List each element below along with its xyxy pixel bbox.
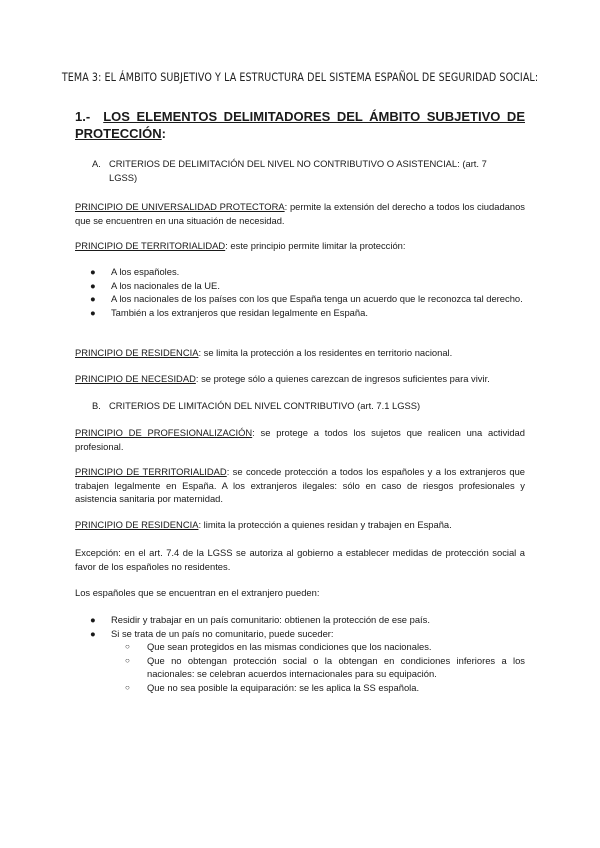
- territorialidad-list: [75, 265, 525, 319]
- paragraph-necesidad: [75, 372, 525, 386]
- paragraph-universalidad: [75, 200, 525, 227]
- bullet-icon: ●: [90, 627, 96, 639]
- circle-bullet-icon: ○: [125, 682, 130, 692]
- list-item: ● Residir y trabajar en un país comunitario: obtienen la protección de ese país.: [90, 614, 430, 625]
- bullet-icon: ●: [90, 306, 96, 318]
- paragraph-extranjero: Los españoles que se encuentran en el extranjero pueden:: [75, 587, 320, 598]
- section-a-text: CRITERIOS DE DELIMITACIÓN DEL NIVEL NO CONTRIBUTIVO O ASISTENCIAL: (art. 7 LGSS): [109, 158, 487, 183]
- bullet-icon: ●: [90, 614, 96, 625]
- sub-list-item: ○ Que no sea posible la equiparación: se les aplica la SS española.: [125, 681, 420, 693]
- paragraph-territorialidad-b: [75, 465, 525, 506]
- sub-list-item: ○ Que no obtengan protección social o la obtengan en condiciones inferiores a los nacionales: se celebran acuerdos internacionales para su equipación.: [125, 654, 525, 679]
- heading-1: [75, 108, 525, 142]
- principle-text: : permite la extensión del derecho a todos los ciudadanos que se encuentren en una situación de necesidad.: [75, 201, 525, 226]
- list-item: ● Si se trata de un país no comunitario, puede suceder: ○ Que sean protegidos en las mismas condiciones que los nacionales. ○ Que no obtengan protección social o la obtengan en condiciones inferiores a los nacionales: se celebran acuerdos internacionales para su equipación. ○ Que no sea posible la equiparación: se les aplica la SS española.: [90, 627, 525, 693]
- paragraph-residencia-a: [75, 346, 525, 360]
- document-title: TEMA 3: EL ÁMBITO SUBJETIVO Y LA ESTRUCTURA DEL SISTEMA ESPAÑOL DE SEGURIDAD SOCIAL:: [61, 70, 539, 84]
- paragraph-territorialidad-a: [75, 239, 525, 253]
- bullet-icon: ●: [90, 266, 96, 277]
- list-item: ● También a los extranjeros que residan legalmente en España.: [90, 306, 368, 318]
- list-item: ● A los españoles.: [90, 266, 180, 277]
- bullet-icon: ●: [90, 279, 96, 291]
- section-a-heading: [92, 157, 525, 184]
- principle-label: PRINCIPIO DE UNIVERSALIDAD PROTECTORA: [75, 201, 285, 212]
- section-b-heading: [92, 399, 525, 413]
- sub-list-item: ○ Que sean protegidos en las mismas condiciones que los nacionales.: [125, 641, 432, 652]
- sub-list: [111, 640, 525, 694]
- principle-text: : limita la protección a quienes residan y trabajen en España.: [198, 519, 452, 530]
- section-b-text: CRITERIOS DE LIMITACIÓN DEL NIVEL CONTRIBUTIVO (art. 7.1 LGSS): [109, 400, 421, 411]
- principle-text: : se protege a todos los sujetos que realicen una actividad profesional.: [75, 427, 525, 452]
- list-item: ● A los nacionales de los países con los que España tenga un acuerdo que le reconozca tal derecho.: [90, 293, 523, 304]
- heading-1-number: 1.-: [75, 109, 91, 124]
- section-a-letter: A.: [92, 158, 101, 169]
- principle-label: PRINCIPIO DE TERRITORIALIDAD: [75, 240, 226, 251]
- heading-1-colon: :: [161, 126, 167, 141]
- heading-1-text: LOS ELEMENTOS DELIMITADORES DEL ÁMBITO SUBJETIVO DE PROTECCIÓN: [75, 109, 525, 141]
- principle-label: PRINCIPIO DE NECESIDAD: [75, 373, 196, 384]
- principle-label: PRINCIPIO DE RESIDENCIA: [75, 347, 199, 358]
- bullet-icon: ●: [90, 293, 96, 304]
- principle-text: : este principio permite limitar la protección:: [225, 240, 406, 251]
- circle-bullet-icon: ○: [125, 655, 130, 665]
- paragraph-excepcion: Excepción: en el art. 7.4 de la LGSS se autoriza al gobierno a establecer medidas de protección social a favor de los españoles no residentes.: [75, 547, 525, 572]
- principle-text: : se protege sólo a quienes carezcan de ingresos suficientes para vivir.: [195, 373, 490, 384]
- principle-label: PRINCIPIO DE PROFESIONALIZACIÓN: [75, 427, 253, 438]
- extranjero-list: [75, 613, 525, 694]
- principle-text: : se concede protección a todos los españoles y a los extranjeros que trabajen legalmente en España. A los extranjeros ilegales: sólo en caso de riesgos profesionales y asistencia sanitaria por maternidad.: [75, 466, 525, 504]
- paragraph-profesionalizacion: [75, 426, 525, 453]
- paragraph-residencia-b: [75, 518, 525, 532]
- list-item: ● A los nacionales de la UE.: [90, 279, 220, 291]
- section-b-letter: B.: [92, 400, 101, 411]
- principle-label: PRINCIPIO DE RESIDENCIA: [75, 519, 199, 530]
- circle-bullet-icon: ○: [125, 642, 130, 651]
- principle-label: PRINCIPIO DE TERRITORIALIDAD: [75, 466, 227, 477]
- principle-text: : se limita la protección a los residentes en territorio nacional.: [198, 347, 453, 358]
